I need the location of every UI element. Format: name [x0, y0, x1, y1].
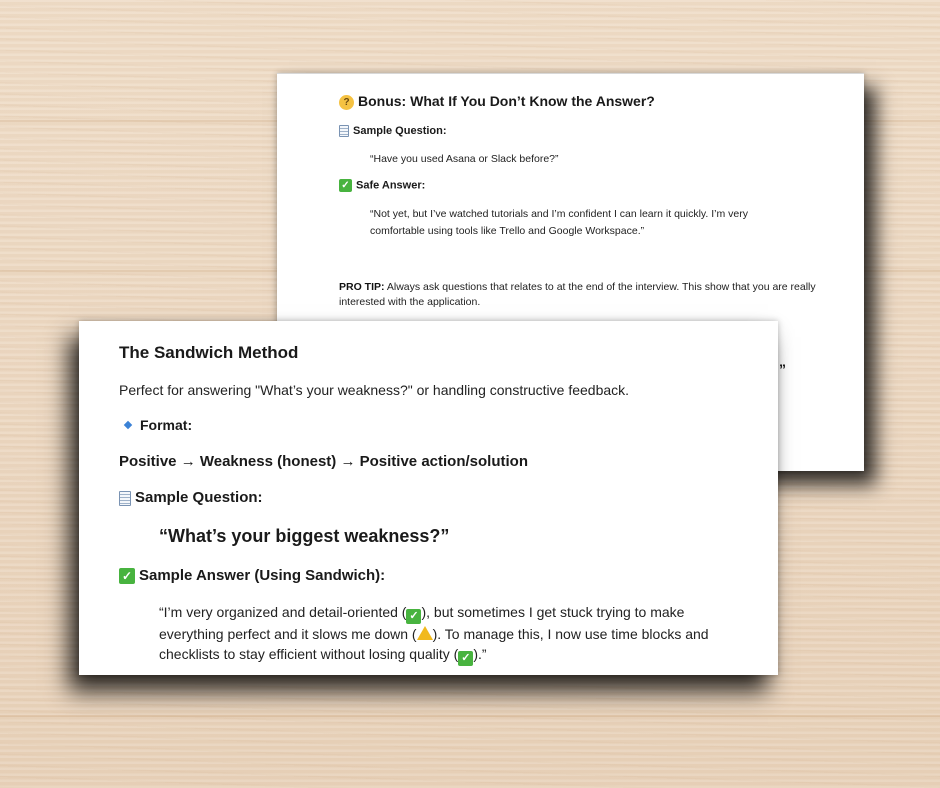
front-sample-question-label: Sample Question: — [119, 489, 263, 506]
check-mark-icon: ✓ — [458, 651, 473, 666]
front-sample-question: “What’s your biggest weakness?” — [159, 526, 450, 546]
blue-diamond-icon — [124, 421, 132, 429]
document-icon — [119, 491, 131, 506]
format-label: Format: — [119, 417, 192, 433]
thinking-face-icon: ? — [339, 95, 354, 110]
pro-tip-label: PRO TIP: — [339, 281, 385, 293]
partial-quote-mark: ” — [779, 361, 786, 377]
sample-answer-text: “I’m very organized and detail-oriented ( ✓ ), but sometimes I get stuck trying to make everything perfect and it slows me down ( ). To manage this, I now use time blocks and checklists to stay efficient without losing quality ( ✓ ).” — [159, 604, 709, 664]
pro-tip — [339, 280, 819, 310]
sandwich-intro: Perfect for answering "What’s your weakness?" or handling constructive feedback. — [119, 382, 630, 398]
safe-answer-text: “Not yet, but I’ve watched tutorials and I’m confident I can learn it quickly. I’m very comfortable using tools like Trello and Google Workspace.” — [370, 208, 748, 237]
safe-answer-label: ✓ Safe Answer: — [339, 179, 425, 192]
bonus-heading-text: Bonus: What If You Don’t Know the Answer? — [358, 93, 655, 109]
check-mark-icon: ✓ — [339, 179, 352, 192]
front-document-page — [79, 321, 778, 675]
page-edge-line — [277, 73, 864, 74]
check-mark-icon: ✓ — [119, 568, 135, 584]
sandwich-formula: Positive → Weakness (honest) → Positive action/solution — [119, 453, 528, 470]
wood-grain — [0, 715, 940, 717]
back-sample-question-label: Sample Question: — [339, 125, 447, 137]
sandwich-method-heading: The Sandwich Method — [119, 343, 299, 362]
back-sample-question: “Have you used Asana or Slack before?” — [370, 153, 559, 165]
bonus-heading — [339, 93, 655, 110]
check-mark-icon: ✓ — [406, 609, 421, 624]
sample-answer-label: ✓ Sample Answer (Using Sandwich): — [119, 567, 385, 584]
document-icon — [339, 125, 349, 137]
pro-tip-text: Always ask questions that relates to at the end of the interview. This show that you are really interested with the application. — [339, 281, 816, 308]
warning-icon — [417, 626, 433, 640]
